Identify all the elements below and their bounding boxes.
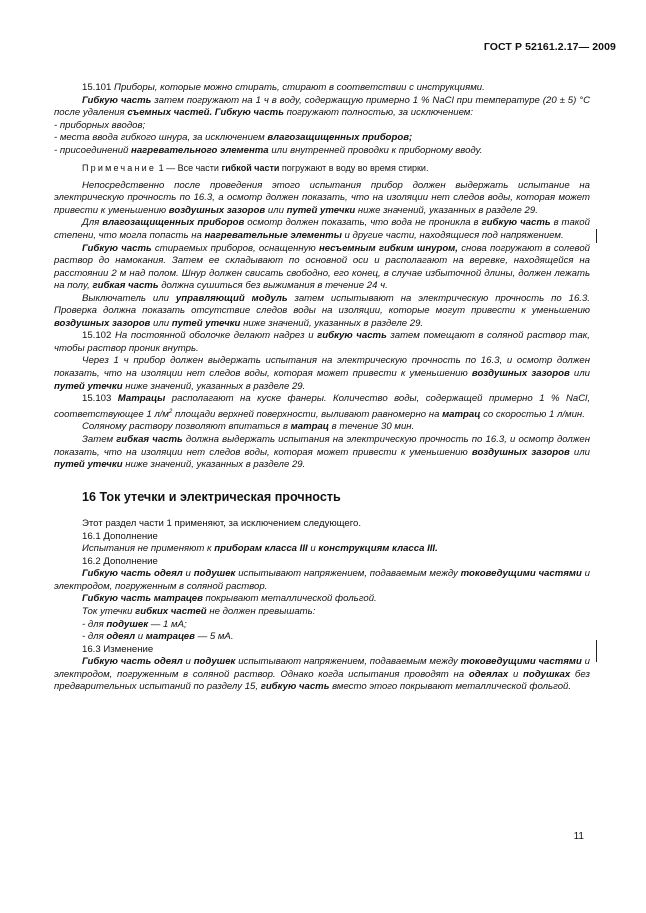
- subheading: 16.3 Изменение: [82, 643, 154, 655]
- paragraph: Через 1 ч прибор должен выдержать испытания на электрическую прочность по 16.3, и осмотр должен показать, что на изоляции нет следов воды, которая может привести к уменьшению воздушных зазоров или путей утечки ниже значений, указанных в разделе 29.: [54, 355, 590, 392]
- paragraph: Гибкую часть затем погружают на 1 ч в воду, содержащую примерно 1 % NaCl при температуре (20 ± 5) °С после удаления съемных частей. Гибкую часть погружают полностью, за исключением:: [54, 94, 590, 119]
- paragraph: Затем гибкая часть должна выдержать испытания на электрическую прочность по 16.3, и осмотр должен показать, что на изоляции нет следов воды, которая может привести к уменьшению воздушных зазоров или путей утечки ниже значений, указанных в разделе 29.: [54, 433, 591, 471]
- note: Примечание 1 — Все части гибкой части погружают в воду во время стирки.: [82, 163, 429, 174]
- list-item: - присоединений нагревательного элемента или внутренней проводки к приборному вводу.: [54, 144, 483, 156]
- list-item: - для подушек — 1 мА;: [82, 618, 187, 630]
- para-15-102: 15.102 На постоянной оболочке делают надрез и гибкую часть затем помещают в соляной раствор так, чтобы раствор проник внутрь.: [54, 330, 590, 354]
- paragraph: Выключатель или управляющий модуль затем испытывают на электрическую прочность по 16.3. Проверка должна показать отсутствие следов воды на изоляции, которые могут привести к уменьшению воздушных зазоров или путей утечки ниже значений, указанных в разделе 29.: [54, 292, 590, 329]
- paragraph: Гибкую часть одеял и подушек испытывают напряжением, подаваемым между токоведущими частями и электродом, погруженным в соляной раствор. Однако когда испытания проводят на одеялах и подушках без предварительных испытаний по разделу 15, гибкую часть вместо этого покрывают металлической фольгой.: [54, 656, 591, 693]
- change-bar: [596, 640, 597, 662]
- subheading: 16.1 Дополнение: [82, 530, 158, 542]
- page-body: [54, 82, 590, 694]
- subheading: 16.2 Дополнение: [82, 555, 158, 567]
- section-16-heading: 16 Ток утечки и электрическая прочность: [82, 489, 341, 504]
- para-15-101: 15.101 Приборы, которые можно стирать, стирают в соответствии с инструкциями.: [82, 82, 485, 93]
- list-item: - для одеял и матрацев — 5 мА.: [82, 631, 234, 643]
- page-number: 11: [573, 831, 584, 842]
- paragraph: Гибкую часть матрацев покрывают металлической фольгой.: [82, 593, 377, 605]
- paragraph: Непосредственно после проведения этого испытания прибор должен выдержать испытание на электрическую прочность по 16.3, а осмотр должен показать, что на изоляции нет следов воды, которая может привести к уменьшению воздушных зазоров или путей утечки ниже значений, указанных в разделе 29.: [54, 179, 590, 216]
- change-bar: [596, 229, 597, 243]
- paragraph: Испытания не применяют к приборам класса III и конструкциям класса III.: [82, 543, 438, 555]
- paragraph: Ток утечки гибких частей не должен превышать:: [82, 605, 316, 617]
- paragraph: Гибкую часть стираемых приборов, оснащенную несъемным гибким шнуром, снова погружают в солевой раствор до намокания. Затем ее складывают по основной оси и располагают на веревке, находящейся на расстоянии 2 м над полом. Шнур должен свисать свободно, его конец, в случае избыточной длины, должен лежать на полу, гибкая часть должна сушиться без выжимания в течение 24 ч.: [54, 242, 591, 292]
- paragraph: Этот раздел части 1 применяют, за исключением следующего.: [82, 518, 362, 530]
- para-15-103: 15.103 Матрацы располагают на куске фанеры. Количество воды, содержащей примерно 1 % NaCl, соответствующее 1 $л/м^2$ площади верхней поверхности, выливают равномерно на матрац со скоростью 1 л/мин.: [54, 393, 590, 420]
- paragraph: Соляному раствору позволяют впитаться в матрац в течение 30 мин.: [82, 421, 415, 433]
- list-item: - приборных вводов;: [54, 119, 146, 131]
- paragraph: Гибкую часть одеял и подушек испытывают напряжением, подаваемым между токоведущими частями и электродом, погруженным в соляной раствор.: [54, 568, 591, 592]
- paragraph: Для влагозащищенных приборов осмотр должен показать, что вода не проникла в гибкую часть в такой степени, что могла попасть на нагревательные элементы и другие части, находящиеся под напряжением.: [54, 217, 590, 242]
- standard-header: ГОСТ Р 52161.2.17— 2009: [483, 41, 616, 53]
- list-item: - места ввода гибкого шнура, за исключением влагозащищенных приборов;: [54, 132, 413, 144]
